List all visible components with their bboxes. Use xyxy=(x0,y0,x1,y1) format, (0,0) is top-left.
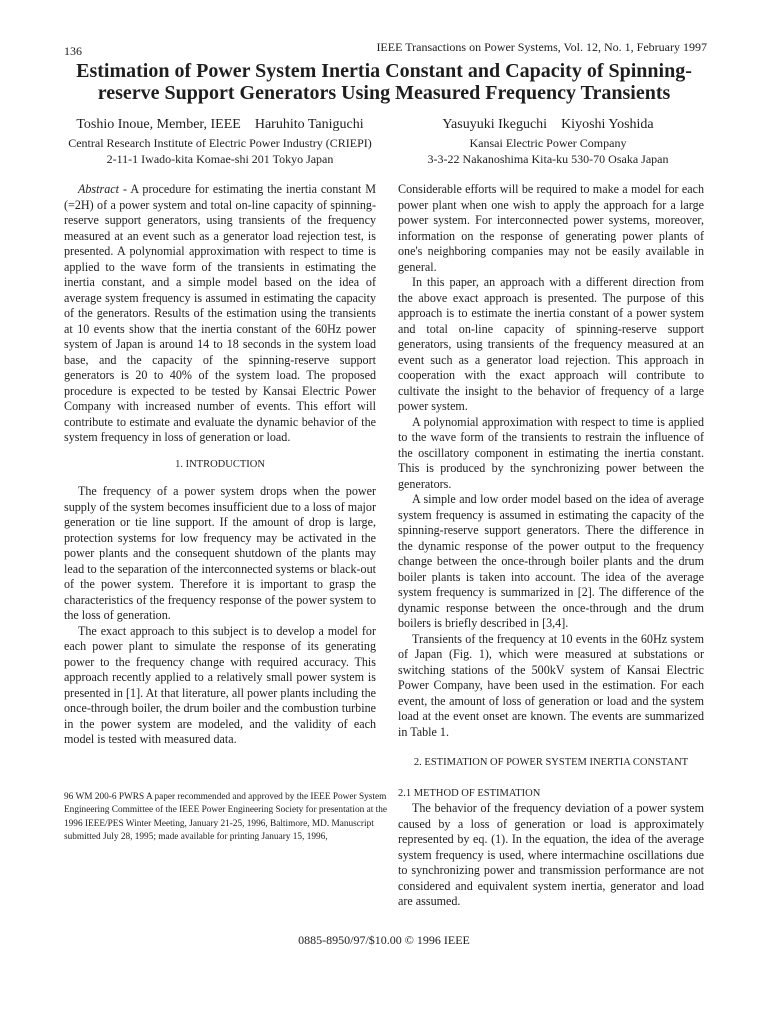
journal-header: IEEE Transactions on Power Systems, Vol. 12, No. 1, February 1997 xyxy=(376,40,707,54)
body-paragraph: A polynomial approximation with respect to time is applied to the wave form of the transients to restrain the influence of the oscillatory component in estimating the inertia constant. This is produced by the synchronizing power between the generators. xyxy=(398,414,704,491)
footnote: 96 WM 200-6 PWRS A paper recommended and approved by the IEEE Power System Engineering Committee of the IEEE Power Engineering Society for presentation at the 1996 IEEE/PES Winter Meeting, January 21-25, 1996, Baltimore, MD. Manuscript submitted July 28, 1995; made available for printing January 15, 1996, xyxy=(64,792,387,843)
author-names: Toshio Inoue, Member, IEEE Haruhito Taniguchi xyxy=(76,117,364,132)
author-affiliation: Kansai Electric Power Company xyxy=(469,136,627,150)
author-address: 2-11-1 Iwado-kita Komae-shi 201 Tokyo Japan xyxy=(106,152,334,166)
author-names: Yasuyuki Ikeguchi Kiyoshi Yoshida xyxy=(442,117,654,132)
author-block-right xyxy=(392,117,704,167)
left-column xyxy=(64,182,376,748)
abstract-label: Abstract - xyxy=(78,182,128,196)
title-line-1: Estimation of Power System Inertia Constant and Capacity of Spinning- xyxy=(76,60,692,82)
body-paragraph: The exact approach to this subject is to develop a model for each power plant to simulate the response of its generating power to the frequency change with required accuracy. This approach recently applied to a relatively small power system is presented in [1]. At that literature, all power plants including the once-through boiler, the drum boiler and the combustion turbine in the power system are modeled, and the validity of each model is tested with measured data. xyxy=(64,623,376,746)
body-paragraph: Transients of the frequency at 10 events in the 60Hz system of Japan (Fig. 1), which were measured at substations or switching stations of the 500kV system of Kansai Electric Power Company, have been used in the estimation. For each event, the amount of loss of generation or load and the system load at the event onset are known. The events are summarized in Table 1. xyxy=(398,631,704,739)
body-paragraph: A simple and low order model based on the idea of average system frequency is assumed in estimating the capacity of the spinning-reserve support generators. There the difference in the dynamic response of the power output to the frequency change between the once-through boiler plants and the drum boiler plants is taken into account. The idea of the average system frequency is summarized in [2]. The difference of the dynamic response between the once-through and the drum boilers is briefly described in [3,4]. xyxy=(398,492,704,630)
copyright-line: 0885-8950/97/$10.00 © 1996 IEEE xyxy=(298,933,470,947)
paper-title xyxy=(40,60,728,104)
subsection-heading-method: 2.1 METHOD OF ESTIMATION xyxy=(398,787,541,799)
author-block-left xyxy=(64,117,376,167)
author-address: 3-3-22 Nakanoshima Kita-ku 530-70 Osaka Japan xyxy=(427,152,669,166)
abstract-text: A procedure for estimating the inertia constant M (=2H) of a power system and total on-line capacity of spinning-reserve support generators, using transients of the frequency measured at an event such as a generator load rejection test, is presented. A polynomial approximation with respect to time is applied to the wave form of the transients in estimating the inertia constant, and a simple model based on the idea of average system frequency is assumed in estimating the capacity of the generators. Results of the estimation using the transients at 10 events show that the inertia constant of the 60Hz power system of Japan is around 14 to 18 seconds in the system load base, and the capacity of the spinning-reserve support generators is 20 to 40% of the system load. The proposed procedure is expected to be tested by Kansai Electric Power Company with increased number of events. This effort will contribute to estimate and evaluate the dynamic behavior of the system frequency in loss of generation or load. xyxy=(64,182,376,444)
section-heading-introduction: 1. INTRODUCTION xyxy=(175,458,265,470)
section-heading-estimation: 2. ESTIMATION OF POWER SYSTEM INERTIA CONSTANT xyxy=(413,757,689,768)
body-paragraph: In this paper, an approach with a different direction from the above exact approach is presented. The purpose of this approach is to estimate the inertia constant of a power system and total on-line capacity of spinning-reserve support generators, using transients of the frequency measured at an event such as a generator load rejection. This approach in cooperation with the exact approach will contribute to cultivate the insight to the behavior of frequency of a large power system. xyxy=(398,275,704,413)
page-number: 136 xyxy=(64,44,82,58)
body-paragraph: The frequency of a power system drops when the power supply of the system becomes insufficient due to a loss of major generation or tie line support. If the amount of drop is large, protection systems for low frequency may be activated in the power plants and the consequent shutdown of the plants may lead to the separation of the interconnected systems or black-out of the power system. Therefore it is important to grasp the characteristics of the frequency response of the power system to the loss of generation. xyxy=(64,484,376,622)
abstract xyxy=(64,182,376,446)
right-column xyxy=(398,182,704,910)
body-paragraph: Considerable efforts will be required to make a model for each power plant when one wish to apply the approach for a large power system. For interconnected power systems, moreover, information on the response of generating power plants of one's neighboring companies may not be easily available in general. xyxy=(398,182,704,274)
author-affiliation: Central Research Institute of Electric Power Industry (CRIEPI) xyxy=(68,136,372,150)
title-line-2: reserve Support Generators Using Measured Frequency Transients xyxy=(97,82,671,104)
body-paragraph: The behavior of the frequency deviation of a power system caused by a loss of generation or load is approximately represented by eq. (1). In the equation, the idea of the average system frequency is used, where intermachine oscillations due to synchronizing power and transmission performance are not considered and equivalent system inertia, generator and load are assumed. xyxy=(398,801,704,908)
